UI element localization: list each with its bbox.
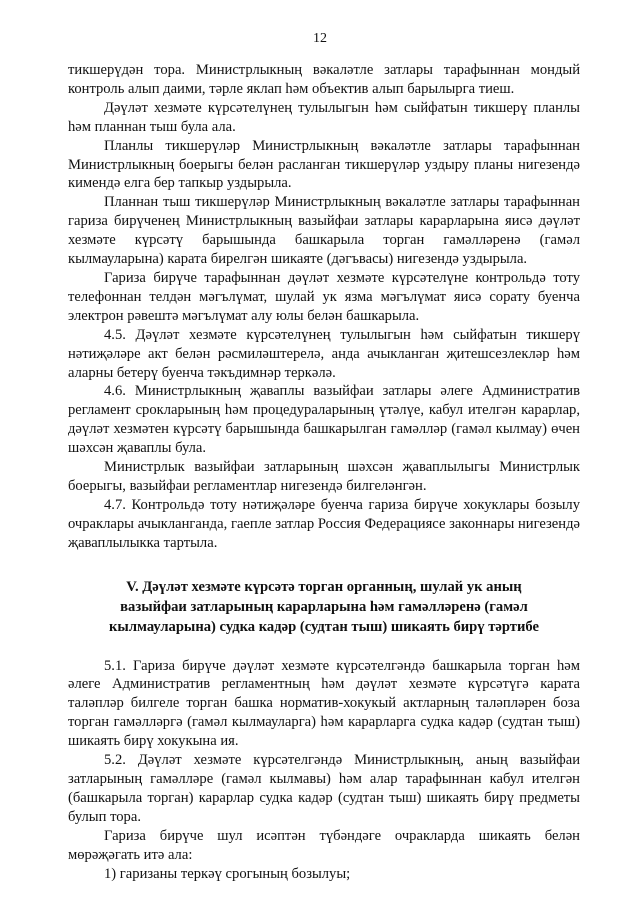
paragraph-group-bottom	[68, 657, 580, 884]
paragraph: 4.6. Министрлыкның җаваплы вазыйфаи затлары әлеге Административ регламент срокларының һәм процедураларының үтәлүе, кабул ителгән карарлар, дәүләт хезмәтен күрсәтү барышында башкарылган гамәлләр (гамәл кылмау) өчен шәхсән җаваплы була.	[68, 383, 580, 457]
paragraph: тикшерүдән тора. Министрлыкның вәкаләтле затлары тарафыннан мондый контроль алып даими, тәрле яклап һәм объектив алып барылырга тиеш.	[68, 62, 580, 97]
paragraph: Министрлык вазыйфаи затларының шәхсән җаваплылыгы Министрлык боерыгы, вазыйфаи регламентлар нигезендә билгеләнгән.	[68, 459, 580, 494]
paragraph: 4.7. Контрольдә тоту нәтиҗәләре буенча гариза бирүче хокуклары бозылу очраклары ачыкланганда, гаепле затлар Россия Федерациясе законнары нигезендә җаваплылыкка тартыла.	[68, 496, 580, 551]
paragraph: Планлы тикшерүләр Министрлыкның вәкаләтле затлары тарафыннан Министрлыкның боерыгы белән расланган тикшерүләр уздыру планы нигезендә кимендә елга бер тапкыр уздырыла.	[68, 137, 580, 192]
section-heading-line: вазыйфаи затларының карарларына һәм гамәлләренә (гамәл	[120, 598, 528, 615]
section-heading-line: V. Дәүләт хезмәте күрсәтә торган органның, шулай ук аның	[126, 578, 522, 595]
paragraph: 1) гаризаны теркәү срогының бозылуы;	[104, 865, 351, 882]
paragraph-group-top	[68, 61, 580, 553]
page-number: 12	[313, 31, 327, 46]
section-heading	[68, 577, 580, 637]
section-heading-line: кылмауларына) судка кадәр (судтан тыш) шикаять бирү тәртибе	[109, 618, 539, 635]
document-body	[68, 61, 580, 883]
paragraph: 5.1. Гариза бирүче дәүләт хезмәте күрсәтелгәндә башкарыла торган һәм әлеге Административ регламентның һәм дәүләт хезмәте күрсәтүгә карата таләпләр билгеле торган башка норматив-хокукый актларның таләпләрен боза торган гамәлләргә (гамәл кылмауларга) һәм карарларга судка кадәр (судтан тыш) шикаять бирү хокукына ия.	[68, 657, 580, 750]
paragraph: 4.5. Дәүләт хезмәте күрсәтелүнең тулылыгын һәм сыйфатын тикшерү нәтиҗәләре акт белән рәсмиләштерелә, анда ачыкланган җитешсезлекләр һәм аларны бетерү буенча тәкъдимнәр теркәлә.	[68, 326, 580, 381]
paragraph: Гариза бирүче шул исәптән түбәндәге очракларда шикаять белән мөрәҗәгать итә ала:	[68, 827, 580, 863]
paragraph: 5.2. Дәүләт хезмәте күрсәтелгәндә Министрлыкның, аның вазыйфаи затларының гамәлләре (гамәл кылмавы) һәм алар тарафыннан кабул ителгән (башкарыла торган) карарлар судка кадәр (судтан тыш) шикаять бирү предметы булып тора.	[68, 752, 580, 825]
paragraph: Дәүләт хезмәте күрсәтелүнең тулылыгын һәм сыйфатын тикшерү планлы һәм планнан тыш була ала.	[68, 99, 580, 135]
paragraph: Гариза бирүче тарафыннан дәүләт хезмәте күрсәтелүне контрольдә тоту телефоннан телдән мәгълүмат, шулай ук язма мәгълүмат яисә сорату буенча электрон рәвештә мәгълүмат алу юлы белән башкарыла.	[68, 269, 580, 324]
paragraph: Планнан тыш тикшерүләр Министрлыкның вәкаләтле затлары тарафыннан гариза бирүченең Министрлыкның вазыйфаи затлары карарларына яисә дәүләт хезмәте күрсәтү барышында башкарыла торган гамәлләренә (гамәл кылмауларына) карата бирелгән шикаяте (дәгъвасы) нигезендә уздырыла.	[68, 194, 580, 268]
